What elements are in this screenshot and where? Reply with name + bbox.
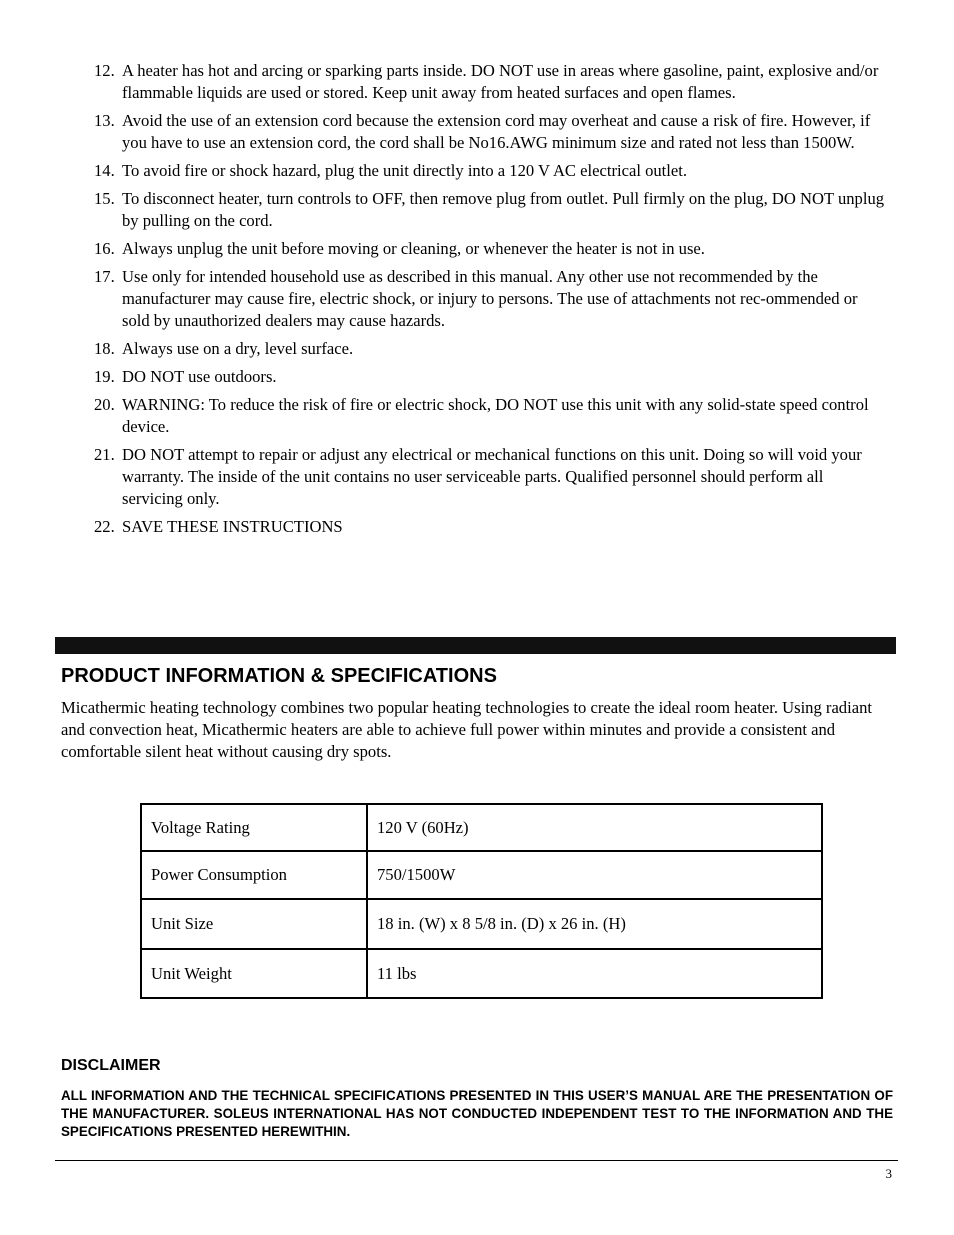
list-item <box>0 394 954 438</box>
list-item <box>0 238 954 260</box>
section-divider-bar <box>55 637 896 654</box>
item-number: 18. <box>94 339 115 358</box>
item-text: Use only for intended household use as described in this manual. Any other use not recommended by the manufacturer may cause fire, electric shock, or injury to persons. The use of attachments not rec-ommended or sold by unauthorized dealers may cause hazards. <box>122 267 858 330</box>
disclaimer-title: DISCLAIMER <box>61 1057 161 1074</box>
footer-rule <box>55 1160 898 1161</box>
item-text: DO NOT use outdoors. <box>122 367 277 386</box>
item-number: 14. <box>94 161 115 180</box>
spec-value: 750/1500W <box>367 851 822 899</box>
item-number: 19. <box>94 367 115 386</box>
spec-label: Unit Weight <box>141 949 367 998</box>
disclaimer-text: ALL INFORMATION AND THE TECHNICAL SPECIFICATIONS PRESENTED IN THIS USER’S MANUAL ARE THE PRESENTATION OF THE MANUFACTURER. SOLEUS INTERNATIONAL HAS NOT CONDUCTED INDEPENDENT TEST TO THE INFORMATION AND THE SPECIFICATIONS PRESENTED HEREWITHIN. <box>61 1088 893 1139</box>
item-text: Always use on a dry, level surface. <box>122 339 354 358</box>
section-intro: Micathermic heating technology combines two popular heating technologies to create the ideal room heater. Using radiant and convection heat, Micathermic heaters are able to achieve full power within minutes and provide a consistent and comfortable silent heat without causing dry spots. <box>61 698 872 761</box>
table-row <box>141 804 822 851</box>
item-text: Avoid the use of an extension cord because the extension cord may overheat and cause a risk of fire. However, if you have to use an extension cord, the cord shall be No16.AWG minimum size and rated not less than 1500W. <box>122 111 871 152</box>
spec-label: Voltage Rating <box>141 804 367 851</box>
list-item <box>0 516 954 538</box>
item-number: 22. <box>94 517 115 536</box>
item-text: To disconnect heater, turn controls to OFF, then remove plug from outlet. Pull firmly on the plug, DO NOT unplug by pulling on the cord. <box>122 189 885 230</box>
spec-value: 11 lbs <box>367 949 822 998</box>
spec-label: Unit Size <box>141 899 367 949</box>
spec-value: 120 V (60Hz) <box>367 804 822 851</box>
list-item <box>0 338 954 360</box>
page-number: 3 <box>885 1166 892 1181</box>
list-item <box>0 266 954 332</box>
item-text: To avoid fire or shock hazard, plug the unit directly into a 120 V AC electrical outlet. <box>122 161 688 180</box>
safety-instructions-list <box>0 60 954 544</box>
item-text: DO NOT attempt to repair or adjust any electrical or mechanical functions on this unit. Doing so will void your warranty. The inside of the unit contains no user serviceable parts. Qualified personnel should perform all servicing only. <box>122 445 862 508</box>
item-text: WARNING: To reduce the risk of fire or electric shock, DO NOT use this unit with any solid-state speed control device. <box>122 395 869 436</box>
spec-value: 18 in. (W) x 8 5/8 in. (D) x 26 in. (H) <box>367 899 822 949</box>
list-item <box>0 444 954 510</box>
list-item <box>0 188 954 232</box>
spec-label: Power Consumption <box>141 851 367 899</box>
section-title: PRODUCT INFORMATION & SPECIFICATIONS <box>61 665 497 687</box>
list-item <box>0 60 954 104</box>
item-number: 12. <box>94 61 115 80</box>
item-number: 20. <box>94 395 115 414</box>
list-item <box>0 160 954 182</box>
item-number: 17. <box>94 267 115 286</box>
table-row <box>141 949 822 998</box>
item-number: 16. <box>94 239 115 258</box>
specifications-table <box>140 803 823 999</box>
table-row <box>141 899 822 949</box>
item-number: 21. <box>94 445 115 464</box>
list-item <box>0 366 954 388</box>
item-number: 15. <box>94 189 115 208</box>
item-text: Always unplug the unit before moving or cleaning, or whenever the heater is not in use. <box>122 239 705 258</box>
item-text: SAVE THESE INSTRUCTIONS <box>122 517 343 536</box>
item-text: A heater has hot and arcing or sparking parts inside. DO NOT use in areas where gasoline, paint, explosive and/or flammable liquids are used or stored. Keep unit away from heated surfaces and open flames. <box>122 61 879 102</box>
item-number: 13. <box>94 111 115 130</box>
list-item <box>0 110 954 154</box>
table-row <box>141 851 822 899</box>
